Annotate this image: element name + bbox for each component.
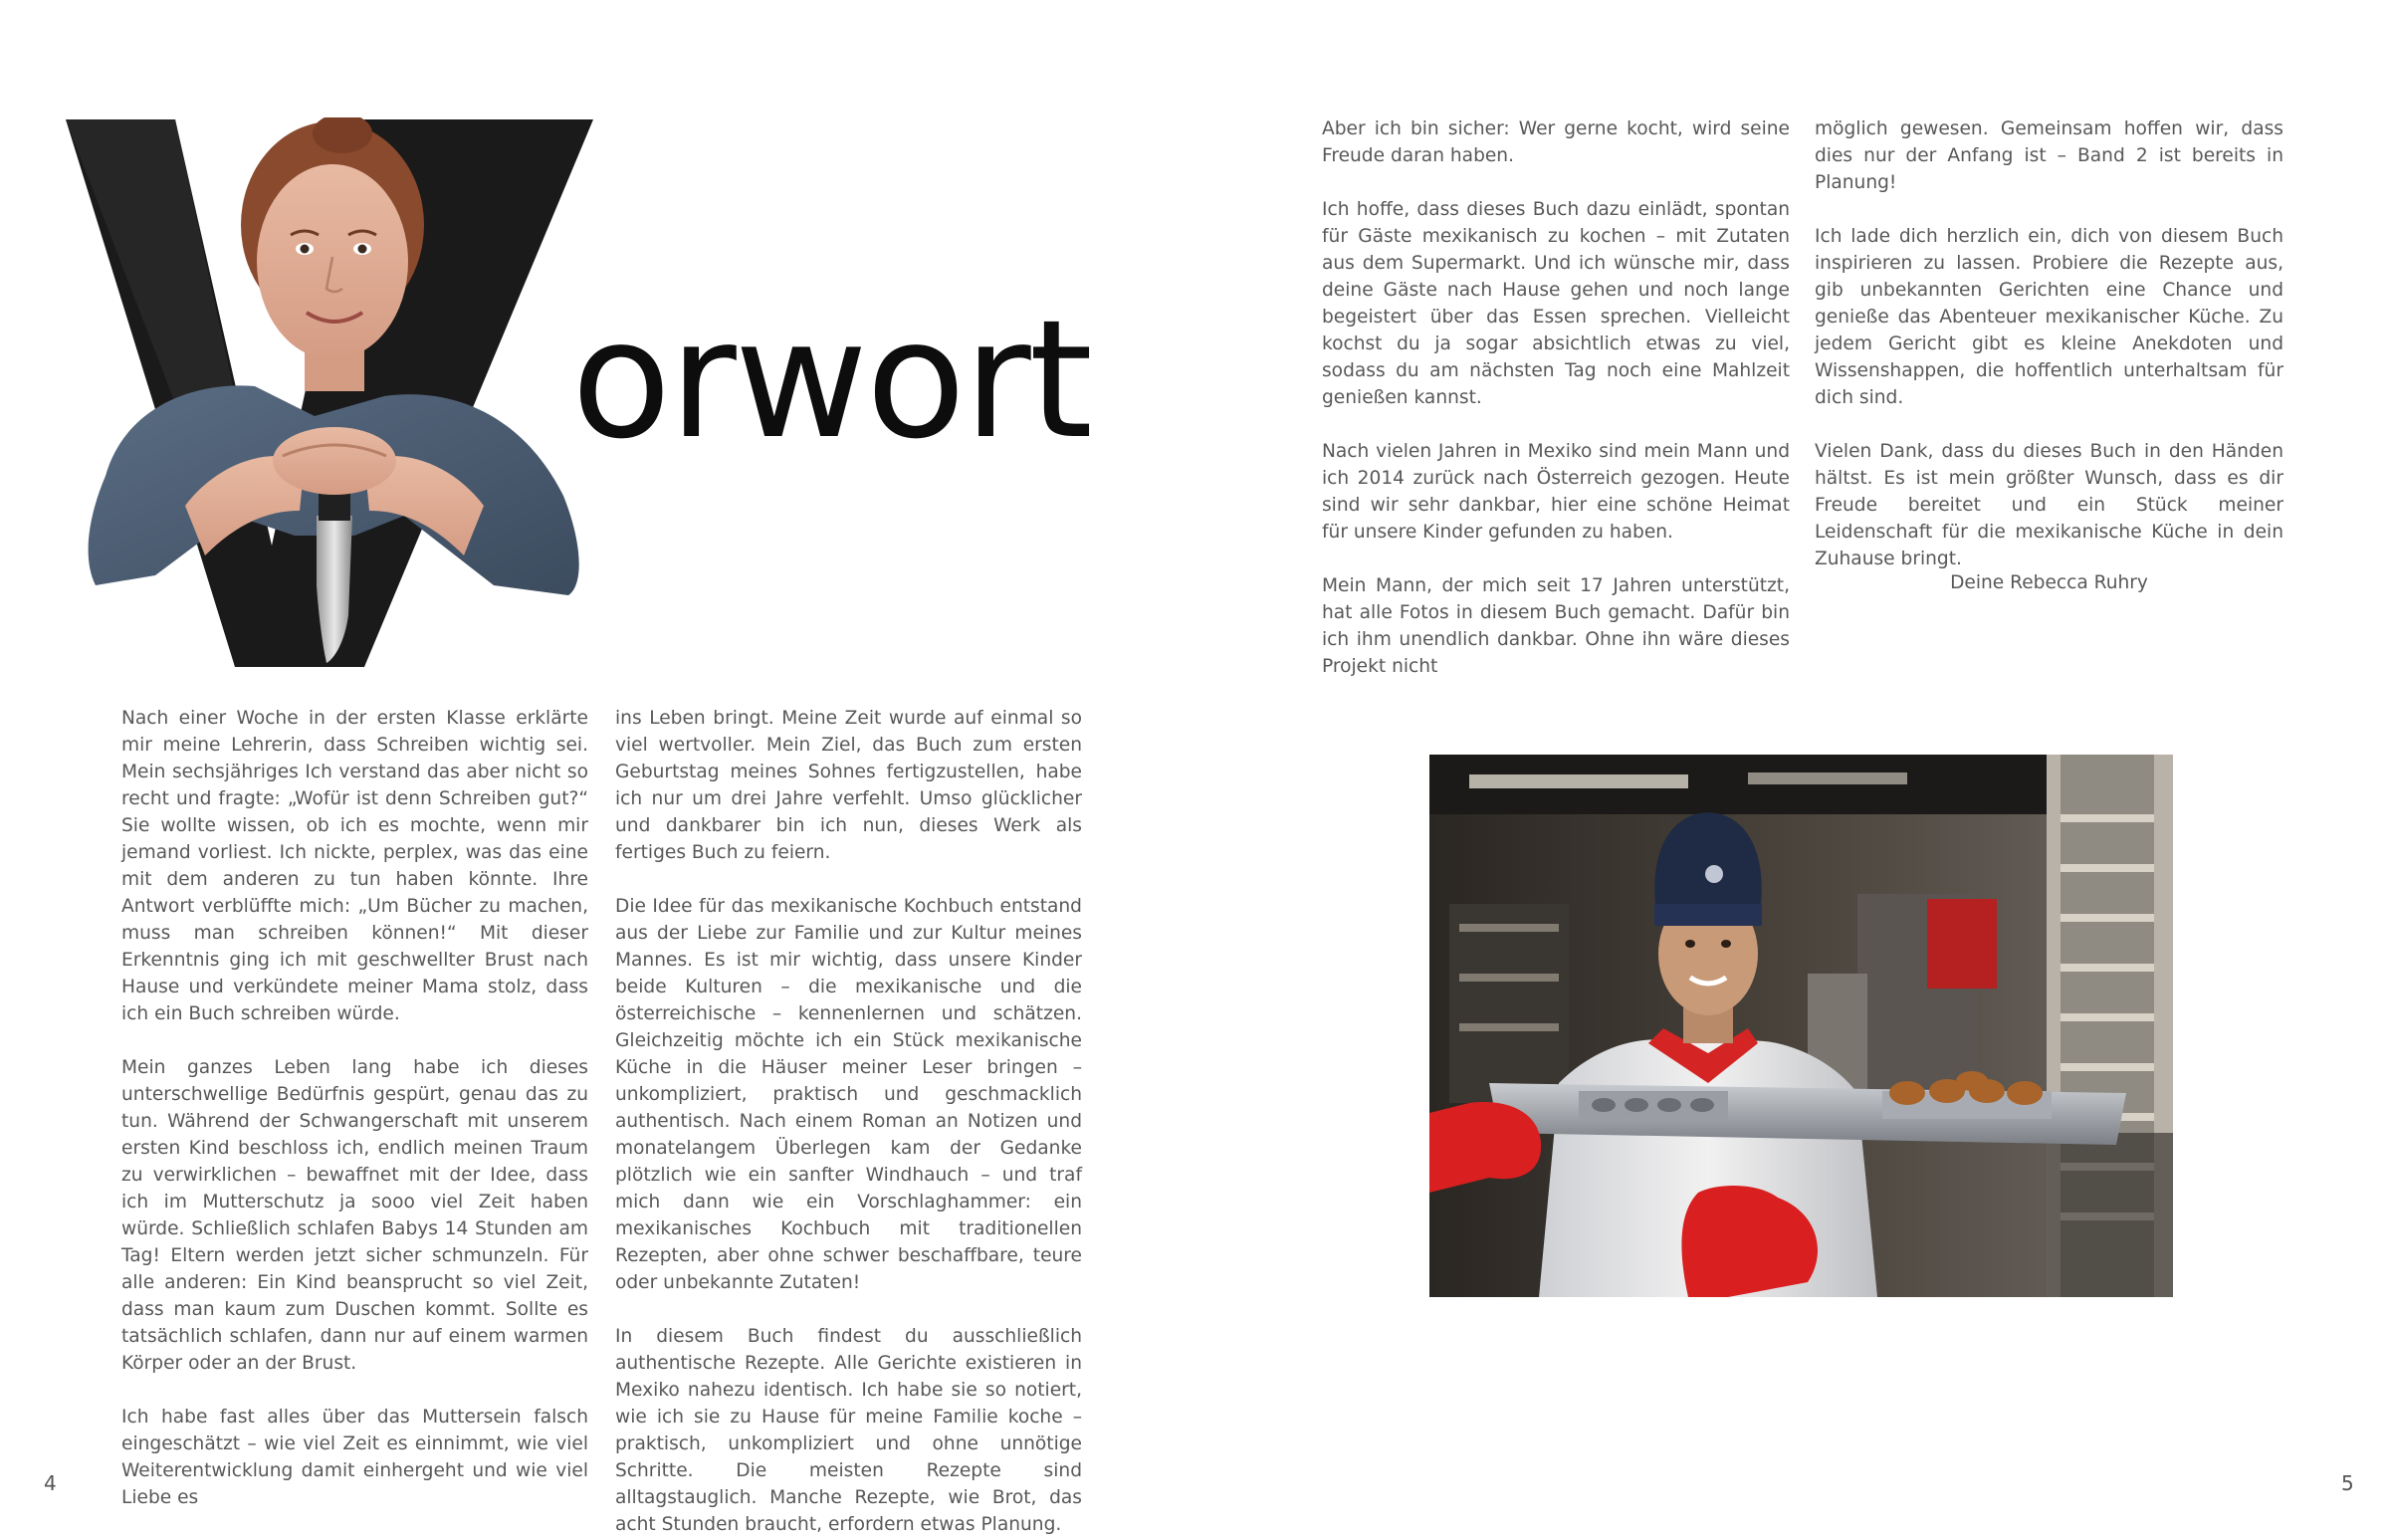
right-page-column-2: [1815, 115, 2283, 572]
paragraph: möglich gewesen. Gemeinsam hoffen wir, dass dies nur der Anfang ist – Band 2 ist bereits in Planung!: [1815, 118, 2283, 193]
paragraph: Die Idee für das mexikanische Kochbuch entstand aus der Liebe zur Familie und zur Kultur meines Mannes. Es ist mir wichtig, dass unsere Kinder beide Kulturen – die mexikanische und die österreichische – kennenlernen und schätzen. Gleichzeitig möchte ich ein Stück mexikanische Küche in die Häuser meiner Leser bringen – unkompliziert, praktisch und geschmacklich authentisch. Nach einem Roman an Notizen und monatelangem Überlegen kam der Gedanke plötzlich wie ein sanfter Windhauch – und traf mich dann wie ein Vorschlaghammer: ein mexikanisches Kochbuch mit traditionellen Rezepten, aber ohne schwer beschaffbare, teure oder unbekannte Zutaten!: [615, 896, 1082, 1293]
paragraph: Nach vielen Jahren in Mexiko sind mein Mann und ich 2014 zurück nach Österreich gezogen. Heute sind wir sehr dankbar, hier eine schöne Heimat für unsere Kinder gefunden zu haben.: [1322, 441, 1790, 543]
paragraph: Aber ich bin sicher: Wer gerne kocht, wird seine Freude daran haben.: [1322, 118, 1790, 166]
page-number-left: 4: [44, 1471, 57, 1495]
paragraph: Ich hoffe, dass dieses Buch dazu einlädt, spontan für Gäste mexikanisch zu kochen – mit Zutaten aus dem Supermarkt. Und ich wünsche mir, dass deine Gäste nach Hause gehen und noch lange begeistert über das Essen sprechen. Vielleicht kochst du ja sogar absichtlich etwas zu viel, sodass du am nächsten Tag noch eine Mahlzeit genießen kannst.: [1322, 199, 1790, 408]
author-signature: Deine Rebecca Ruhry: [1950, 572, 2148, 593]
paragraph: Vielen Dank, dass du dieses Buch in den Händen hältst. Es ist mein größter Wunsch, dass es dir Freude bereitet und ein Stück meiner Leidenschaft für die mexikanische Küche in dein Zuhause bringt.: [1815, 441, 2283, 569]
paragraph: Mein ganzes Leben lang habe ich dieses unterschwellige Bedürfnis gespürt, genau das zu tun. Während der Schwangerschaft mit unserem ersten Kind beschloss ich, endlich meinen Traum zu verwirklichen – bewaffnet mit der Idee, dass ich im Mutterschutz ja sooo viel Zeit haben würde. Schließlich schlafen Babys 14 Stunden am Tag! Eltern werden jetzt sicher schmunzeln. Für alle anderen: Ein Kind beansprucht so viel Zeit, dass man kaum zum Duschen kommt. Sollte es tatsächlich schlafen, dann nur auf einem warmen Körper oder an der Brust.: [121, 1057, 588, 1374]
paragraph: Ich lade dich herzlich ein, dich von diesem Buch inspirieren zu lassen. Probiere die Rezepte aus, gib unbekannten Gerichten eine Chance und genieße das Abenteuer mexikanischer Küche. Zu jedem Gericht gibt es kleine Anekdoten und Wissenshappen, die hoffentlich unterhaltsam für dich sind.: [1815, 226, 2283, 408]
chef-kitchen-photo: [1429, 755, 2173, 1297]
letter-v-portrait-image: [66, 117, 603, 667]
paragraph: Mein Mann, der mich seit 17 Jahren unterstützt, hat alle Fotos in diesem Buch gemacht. Dafür bin ich ihm unendlich dankbar. Ohne ihn wäre dieses Projekt nicht: [1322, 575, 1790, 677]
paragraph: Nach einer Woche in der ersten Klasse erklärte mir meine Lehrerin, dass Schreiben wichtig sei. Mein sechsjähriges Ich verstand das aber nicht so recht und fragte: „Wofür ist denn Schreiben gut?“ Sie wollte wissen, ob ich es mochte, wenn mir jemand vorliest. Ich nickte, perplex, was das eine mit dem anderen zu tun haben könnte. Ihre Antwort verblüffte mich: „Um Bücher zu machen, muss man schreiben können!“ Mit dieser Erkenntnis ging ich mit geschwellter Brust nach Hause und verkündete meiner Mama stolz, dass ich ein Buch schreiben würde.: [121, 708, 588, 1024]
paragraph: In diesem Buch findest du ausschließlich authentische Rezepte. Alle Gerichte existieren in Mexiko nahezu identisch. Ich habe sie so notiert, wie ich sie zu Hause für meine Familie koche – praktisch, unkompliziert und ohne unnötige Schritte. Die meisten Rezepte sind alltagstauglich. Manche Rezepte, wie Brot, das acht Stunden braucht, erfordern etwas Planung.: [615, 1326, 1082, 1535]
paragraph: ins Leben bringt. Meine Zeit wurde auf einmal so viel wertvoller. Mein Ziel, das Buch zum ersten Geburtstag meines Sohnes fertigzustellen, habe ich nur um drei Jahre verfehlt. Umso glücklicher und dankbarer bin ich nun, dieses Werk als fertiges Buch zu feiern.: [615, 708, 1082, 863]
left-page-column-2: [615, 705, 1082, 1538]
page-title-rest: orwort: [571, 285, 1091, 475]
page-number-right: 5: [2341, 1471, 2354, 1495]
paragraph: Ich habe fast alles über das Muttersein falsch eingeschätzt – wie viel Zeit es einnimmt, wie viel Weiterentwicklung damit einhergeht und wie viel Liebe es: [121, 1407, 588, 1508]
title-initial-illustration: [66, 117, 603, 667]
right-page-column-1: [1322, 115, 1790, 680]
page-title: [571, 285, 1091, 475]
chef-photo-image: [1429, 755, 2173, 1297]
left-page-column-1: [121, 705, 588, 1511]
